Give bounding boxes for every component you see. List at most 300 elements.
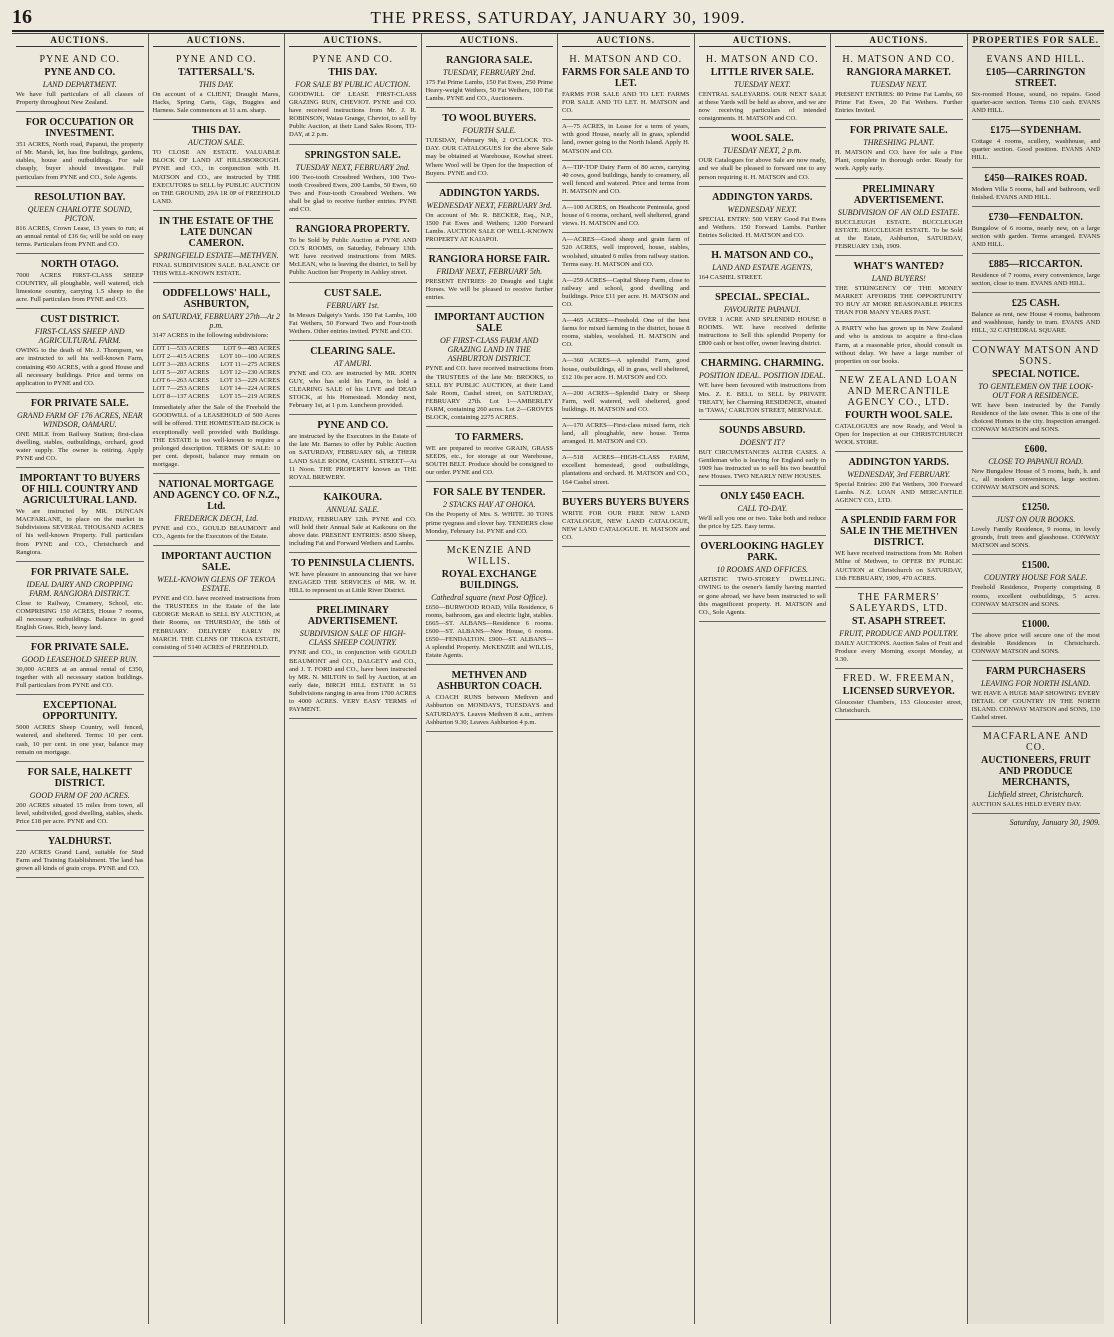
ad-heading: PRELIMINARY ADVERTISEMENT. [307, 605, 398, 628]
column-3 [285, 34, 422, 1324]
ad-body-text: 100 Two-tooth Crossbred Wethers, 100 Two-tooth Crossbred Ewes, 200 Lambs, 50 Ewes, 60 Two and Four-tooth Crossbred Wethers. We shall be glad to receive further entries. PYNE and CO. [289, 173, 417, 213]
advertisement [699, 420, 827, 486]
ad-body-text: PYNE and CO. have received instructions from the TRUSTEES of the late Mr. BROOKS, to SELL BY PUBLIC AUCTION, at their Land Sale Room, Cashel street, on SATURDAY, FEBRUARY 27th. Lot 1—AMBERLEY FARM, containing 260 acres. Lot 2—GROVES BLOCK, containing 2275 ACRES. [425, 365, 553, 421]
ad-body-text: 7000 ACRES FIRST-CLASS SHEEP COUNTRY, all ploughable, well watered, rich limestone country, carrying 1.5 sheep to the acre. Full particulars from PYNE and CO. [16, 271, 144, 304]
advertisement [835, 669, 963, 720]
advertisement [699, 486, 827, 536]
ad-body-text: A PARTY who has grown up in New Zealand and who is anxious to acquire a first-class Farm, at a reasonable price, should consult us without delay. We have a large number of properties on our books. [835, 325, 963, 365]
ad-body-text: THE STRINGENCY OF THE MONEY MARKET AFFORDS THE OPPORTUNITY TO BUY AT MORE REASONABLE PRICES THAN FOR MANY YEARS PAST. [835, 284, 963, 317]
advertisement [16, 831, 144, 878]
column-4 [422, 34, 559, 1324]
advertisement [289, 283, 417, 341]
ad-heading: FOR SALE BY TENDER. [433, 487, 546, 499]
lot-row [153, 353, 281, 361]
column-6 [695, 34, 832, 1324]
advertisement [153, 211, 281, 283]
advertisement [16, 637, 144, 695]
advertiser-name: FRED. W. FREEMAN, [843, 673, 955, 684]
ad-body-text: Immediately after the Sale of the Freehold the GOODWILL of a LEASEHOLD of 500 Acres will be offered. THE HOMESTEAD BLOCK is exceptionally well provided with Buildings. THE ESTATE is too well-known to require a prolonged description. TERMS OF SALE: 10 per cent. deposit, balance may remain on mortgage. [152, 404, 280, 468]
advertisement [289, 600, 417, 719]
ad-heading: IMPORTANT TO BUYERS OF HILL COUNTRY AND AGRICULTURAL LAND. [19, 473, 141, 507]
ad-subheading: TUESDAY NEXT, 2 p.m. [722, 146, 802, 156]
advertisement [699, 536, 827, 621]
ad-subheading: THIS DAY. [198, 80, 234, 89]
advertiser-name: EVANS AND HILL. [986, 54, 1085, 65]
ad-body-text: CENTRAL SALEYARDS. OUR NEXT SALE at these Yards will be held as above, and we are now receiving particulars of intended consignments. H. MATSON and CO. [698, 91, 826, 123]
column-grid [12, 33, 1104, 1324]
ad-heading: FOR OCCUPATION OR INVESTMENT. [25, 117, 134, 140]
advertisement [972, 207, 1101, 254]
advertisement [972, 254, 1101, 293]
ad-body-text: Residence of 7 rooms, every convenience, large section, close to tram. EVANS AND HILL. [971, 272, 1100, 288]
ad-heading: WHAT'S WANTED? [853, 260, 944, 272]
ad-body-text: 5000 ACRES Sheep Country, well fenced, watered, and sheltered. Terms: 10 per cent. cash, 10 per cent. in one year, balance may remain on mortgage. [16, 724, 144, 756]
ad-body-text: We have full particulars of all classes of Property throughout New Zealand. [16, 91, 144, 107]
ad-subheading: FREDERICK DECH, Ltd. [174, 513, 259, 523]
ad-body-text: OWING to the death of Mr. J. Thompson, we are instructed to sell his well-known Farm, containing 450 ACRES, with a good House and all necessary buildings. Price and terms on application to PYNE and CO. [16, 347, 144, 387]
ad-body-text: Six-roomed House, sound, no repairs. Good quarter-acre section. Terms £10 cash. EVANS AND HILL. [971, 91, 1100, 115]
advertisement [289, 50, 417, 145]
ad-subheading: SPRINGFIELD ESTATE—METHVEN. [153, 250, 279, 260]
ad-heading: £25 CASH. [1011, 298, 1060, 310]
ad-body-text: TO CLOSE AN ESTATE. VALUABLE BLOCK OF LAND AT HILLSBOROUGH. PYNE and CO., in conjunction with H. MATSON and CO., are instructed by THE EXECUTORS to SELL by PUBLIC AUCTION on THE GROUND, 29A 1R 0P of FREEHOLD LAND. [152, 149, 280, 205]
advertisement [426, 249, 554, 307]
advertisement [426, 108, 554, 182]
ad-body-text: A—259 ACRES—Capital Sheep Farm, close to railway and school, good dwelling and buildings. Price £11 per acre. H. MATSON and CO. [562, 276, 690, 308]
lot-cell: LOT 8—137 ACRES [152, 393, 210, 401]
ad-heading: TO FARMERS. [455, 432, 524, 444]
lot-cell: LOT 9—483 ACRES [223, 345, 280, 353]
advertisement [972, 727, 1101, 814]
lot-row [153, 361, 281, 369]
ad-body-text: CATALOGUES are now Ready, and Wool is Open for Inspection at our CHRISTCHURCH WOOL STORE. [835, 422, 963, 446]
ad-subheading: Cathedral square (next Post Office). [431, 592, 548, 602]
advertisement [289, 341, 417, 415]
advertisement [699, 353, 827, 419]
advertiser-name: PYNE AND CO. [39, 54, 121, 65]
ad-body-text: A—ACRES—Good sheep and grain farm of 520 ACRES, well improved, house, stables, woolshed, situated 6 miles from railway station. Terms easy. H. MATSON and CO. [562, 236, 690, 268]
ad-heading: PYNE AND CO. [44, 67, 116, 78]
ad-heading: PYNE AND CO. [317, 420, 389, 432]
advertiser-name: MACFARLANE AND CO. [982, 731, 1089, 754]
ad-heading: £450—RAIKES ROAD. [984, 172, 1088, 184]
ad-heading: FOR PRIVATE SALE. [849, 125, 948, 137]
dateline: Saturday, January 30, 1909. [1009, 818, 1100, 828]
ad-body-text: PRESENT ENTRIES: 20 Draught and Light Horses. We will be pleased to receive further entries. [425, 278, 553, 302]
advertisement [16, 50, 144, 112]
lot-cell: LOT 1—533 ACRES [152, 345, 210, 353]
advertiser-name: PYNE AND CO. [175, 54, 257, 65]
ad-heading: PRELIMINARY ADVERTISEMENT. [853, 183, 944, 206]
ad-subheading: FRUIT, PRODUCE AND POULTRY. [839, 628, 959, 638]
advertiser-name: McKENZIE AND WILLIS. [446, 544, 532, 567]
ad-subheading: FEBRUARY 1st. [326, 300, 380, 310]
ad-heading: FOR PRIVATE SALE. [30, 642, 129, 654]
ad-subheading: WEDNESDAY NEXT, FEBRUARY 3rd. [426, 200, 552, 210]
column-1 [12, 34, 149, 1324]
newspaper-title: THE PRESS, SATURDAY, JANUARY 30, 1909. [370, 8, 746, 27]
advertisement [699, 187, 827, 245]
advertisement [562, 354, 690, 386]
advertisement [562, 274, 690, 314]
ad-subheading: TO GENTLEMEN ON THE LOOK-OUT FOR A RESIDENCE. [978, 381, 1094, 400]
ad-heading: IMPORTANT AUCTION SALE [434, 312, 545, 335]
ad-subheading: JUST ON OUR BOOKS. [996, 515, 1076, 525]
ad-body-text: FRIDAY, FEBRUARY 12th. PYNE and CO. will hold their Annual Sale at Kaikoura on the above date. PRESENT ENTRIES: 8500 Sheep, including Fat and Forward Wethers and Lambs. [289, 515, 417, 548]
advertisement [972, 497, 1101, 555]
ad-body-text: FINAL SUBDIVISION SALE. BALANCE OF THIS WELL-KNOWN ESTATE. [152, 261, 280, 278]
ad-heading: SOUNDS ABSURD. [719, 424, 806, 436]
ad-heading: TO PENINSULA CLIENTS. [291, 558, 415, 570]
advertisement [699, 245, 827, 287]
ad-heading: CUST SALE. [323, 287, 382, 299]
advertisement [835, 371, 963, 452]
advertisement [699, 287, 827, 353]
ad-body-text: PYNE and CO., GOULD BEAUMONT and CO., Agents for the Executors of the Estate. [152, 524, 280, 541]
column-2 [149, 34, 286, 1324]
advertisement [562, 419, 690, 451]
ad-heading: NATIONAL MORTGAGE AND AGENCY CO. OF N.Z., Ltd. [153, 478, 280, 512]
advertisement [426, 183, 554, 249]
ad-heading: CLEARING SALE. [310, 345, 396, 357]
advertisement [562, 201, 690, 233]
advertisement [972, 120, 1101, 167]
advertisement [835, 322, 963, 370]
ad-heading: LICENSED SURVEYOR. [842, 686, 955, 697]
ad-heading: CUST DISTRICT. [40, 314, 120, 326]
ad-body-text: We are instructed by MR. DUNCAN MACFARLANE, to place on the market in Subdivisions SEVERAL THOUSAND ACRES of his well-known Property. Full particulars from PYNE and CO., Christchurch and Rangiora. [16, 508, 144, 556]
advertisement [16, 187, 144, 254]
ad-heading: A SPLENDID FARM FOR SALE IN THE METHVEN DISTRICT. [840, 515, 958, 549]
lot-row [153, 369, 281, 377]
ad-subheading: FRIDAY NEXT, FEBRUARY 5th. [436, 267, 543, 277]
advertisement [16, 309, 144, 392]
ad-body-text: WE have been instructed by the Family Residence of the late owner. This is one of the choicest Homes in the city. Inspection arranged. CONWAY MATSON and SONS. [971, 401, 1100, 433]
advertisement [426, 541, 554, 666]
ad-subheading: THRESHING PLANT. [863, 138, 935, 148]
column-heading: AUCTIONS. [16, 34, 144, 47]
ad-subheading: GOOD FARM OF 200 ACRES. [29, 790, 130, 800]
ad-body-text: On account of a CLIENT, Draught Mares, Hacks, Spring Carts, Gigs, Buggies and Harness. Sale commences at 11 a.m. sharp. [152, 91, 280, 115]
advertisement [699, 50, 827, 128]
ad-subheading: SUBDIVISION SALE OF HIGH-CLASS SHEEP COUNTRY. [299, 629, 406, 648]
ad-subheading: LAND AND ESTATE AGENTS, [712, 262, 813, 272]
ad-heading: TATTERSALL'S. [177, 67, 255, 78]
ad-subheading: OF FIRST-CLASS FARM AND GRAZING LAND IN THE ASHBURTON DISTRICT. [440, 336, 539, 364]
ad-heading: THIS DAY. [191, 125, 241, 137]
advertisement [835, 120, 963, 178]
ad-heading: ADDINGTON YARDS. [439, 187, 540, 199]
column-7 [831, 34, 968, 1324]
advertiser-name: H. MATSON AND CO. [842, 54, 956, 65]
ad-body-text: OUR Catalogues for above Sale are now ready, and we shall be pleased to forward one to any person requiring it. H. MATSON and CO. [698, 157, 826, 181]
column-heading: AUCTIONS. [835, 34, 963, 47]
ad-subheading: TUESDAY NEXT, FEBRUARY 2nd. [295, 162, 410, 172]
advertisement [972, 614, 1101, 661]
ad-body-text: A—465 ACRES—Freehold. One of the best farms for mixed farming in the district, house 8 rooms, stables, woolshed. H. MATSON and CO. [562, 317, 690, 349]
ad-heading: ODDFELLOWS' HALL, ASHBURTON, [162, 288, 271, 311]
advertisement [289, 415, 417, 487]
column-heading: AUCTIONS. [153, 34, 281, 47]
page-number: 16 [12, 6, 32, 28]
ad-subheading: DOESN'T IT? [739, 437, 785, 447]
ad-subheading: WEDNESDAY, 3rd FEBRUARY. [847, 470, 951, 480]
advertisement [16, 393, 144, 468]
ad-heading: EXCEPTIONAL OPPORTUNITY. [42, 700, 118, 723]
ad-body-text: DAILY AUCTIONS. Auction Sales of Fruit and Produce every Morning except Monday, at 9.30. [835, 639, 963, 663]
ad-body-text: WE are prepared to receive GRAIN, GRASS SEEDS, etc., for storage at our Warehouse, SOUTH BELT. Produce should be consigned to our order. PYNE and CO. [425, 445, 553, 477]
advertisement [835, 452, 963, 510]
ad-heading: £1500. [1022, 560, 1050, 572]
ad-heading: £885—RICCARTON. [988, 259, 1083, 271]
ad-body-text: 164 CASHEL STREET. [698, 273, 763, 281]
ad-subheading: LEAVING FOR NORTH ISLAND. [981, 679, 1091, 688]
ad-body-text: Modern Villa 5 rooms, hall and bathroom, well finished. EVANS AND HILL. [971, 185, 1100, 201]
ad-body-text: Gloucester Chambers, 153 Gloucester street, Christchurch. [835, 699, 963, 715]
ad-body-text: A—200 ACRES—Splendid Dairy or Sheep Farm, well watered, well sheltered, good buildings. H. MATSON and CO. [562, 389, 690, 413]
ad-subheading: CLOSE TO PAPANUI ROAD. [988, 456, 1084, 466]
ad-heading: ROYAL EXCHANGE BUILDINGS. [441, 568, 537, 591]
ad-heading: CHARMING. CHARMING. [700, 358, 824, 370]
advertisement [972, 293, 1101, 340]
ad-body-text: BUCCLEUGH ESTATE. BUCCLEUGH ESTATE. BUCCLEUGH ESTATE. To be Sold at the Estate, Ashburton, SATURDAY, FEBRUARY 13th, 1909. [835, 218, 963, 250]
ad-body-text: 351 ACRES, North road, Papanui, the property of Mr. Marsh, let, has fine buildings, gardens, stables, house and outbuildings. For sale cheaply, buyer should investigate. Full particulars from PYNE and CO., Sole Agents. [16, 141, 144, 181]
ad-heading: OVERLOOKING HAGLEY PARK. [700, 541, 825, 564]
advertisement [972, 661, 1101, 727]
advertisement [426, 307, 554, 427]
advertiser-name: H. MATSON AND CO. [705, 54, 819, 65]
ad-body-text: Close to Railway, Creamery, School, etc. COMPRISING 150 ACRES, House 7 rooms, all necessary outbuildings. Balance in good English Grass. Rich, heavy land. [16, 599, 144, 631]
ad-heading: SPECIAL. SPECIAL. [715, 292, 810, 304]
advertisement [16, 762, 144, 831]
advertisement [562, 120, 690, 160]
ad-heading: FOR PRIVATE SALE. [30, 397, 129, 409]
advertisement [426, 665, 554, 731]
ad-subheading: FOURTH SALE. [462, 126, 517, 136]
ad-heading: NORTH OTAGO. [40, 258, 119, 270]
ad-body-text: OVER 1 ACRE AND SPLENDID HOUSE 8 ROOMS. WE have received definite instructions to Sell this splendid Property for £800 cash or best offer, owner leaving district. [698, 316, 826, 348]
ad-heading: FOURTH WOOL SALE. [844, 409, 953, 421]
advertisement [835, 510, 963, 587]
advertisement [16, 468, 144, 562]
column-heading: AUCTIONS. [289, 34, 417, 47]
lot-cell: LOT 3—283 ACRES [152, 361, 210, 369]
ad-heading: LITTLE RIVER SALE. [710, 67, 814, 78]
column-heading: AUCTIONS. [426, 34, 554, 47]
advertisement [562, 233, 690, 273]
ad-heading: ONLY £450 EACH. [720, 491, 805, 503]
ad-subheading: FAVOURITE PAPANUI. [723, 305, 801, 315]
advertisement [562, 387, 690, 419]
lot-cell: LOT 2—415 ACRES [152, 353, 210, 361]
ad-body-text: Freehold Residence, Property comprising 8 rooms, excellent outbuildings, 5 acres. CONWAY MATSON and SONS. [971, 584, 1100, 608]
ad-subheading: 10 ROOMS AND OFFICES. [716, 565, 808, 575]
ad-heading: ADDINGTON YARDS. [712, 191, 813, 203]
ad-subheading: TUESDAY NEXT. [870, 80, 928, 89]
ad-body-text: 200 ACRES situated 15 miles from town, all level, subdivided, good dwelling, stables, sheds. Price £18 per acre. PYNE and CO. [16, 801, 144, 825]
advertisement [972, 439, 1101, 497]
lot-cell: LOT 11—275 ACRES [220, 361, 280, 369]
ad-body-text: 220 ACRES Grand Land, suitable for Stud Farm and Training Establishment. The land has grown all kinds of grain crops. PYNE and CO. [16, 849, 144, 873]
advertisement [562, 314, 690, 354]
ad-heading: £105—CARRINGTON STREET. [986, 67, 1086, 89]
ad-body-text: PYNE and CO., in conjunction with GOULD BEAUMONT and CO., DALGETY and CO., and J. T. FORD and CO., have been instructed by MR. N. MILTON to Sell by Auction, at an early date, BIRCH HILL ESTATE in 51 Subdivisions ranging in area from 1700 ACRES to 4000 ACRES. VERY EASY TERMS of PAYMENT. [289, 649, 417, 714]
ad-body-text: New Bungalow House of 5 rooms, bath, h. and c., all modern conveniences, large section. CONWAY MATSON and SONS. [971, 467, 1100, 492]
ad-body-text: A—75 ACRES, in Lease for a term of years, with good House, nearly all in grass, splendid land, owner going to the North Island. Apply H. MATSON and CO. [562, 123, 690, 155]
advertiser-name: CONWAY MATSON AND SONS. [972, 344, 1100, 367]
ad-heading: TO WOOL BUYERS. [442, 113, 537, 125]
ad-body-text: 175 Fat Prime Lambs, 150 Fat Ewes, 250 Prime Heavy-weight Wethers, 50 Fat Wethers, 100 Fat Lambs. PYNE and CO., Auctioneers. [425, 79, 553, 103]
ad-heading: FARM PURCHASERS [985, 666, 1086, 677]
ad-heading: RANGIORA HORSE FAIR. [428, 254, 550, 266]
lot-row [153, 393, 281, 401]
ad-subheading: GRAND FARM OF 176 ACRES, NEAR WINDSOR, OAMARU. [17, 410, 143, 429]
ad-body-text: WE have been favoured with instructions from Mrs. Z. E. BELL to SELL by PRIVATE TREATY, her Charming RESIDENCE, situated in 'TAWA,' CARLTON STREET, MERIVALE. [698, 382, 826, 414]
advertisement [289, 145, 417, 219]
ad-body-text: A—TIP-TOP Dairy Farm of 80 acres, carrying 40 cows, good buildings, handy to creamery, all well fenced and watered. Price and terms from H. MATSON and CO. [562, 163, 690, 195]
ad-body-text: A—100 ACRES, on Heathcote Peninsula, good house of 6 rooms, orchard, well sheltered, grand views. H. MATSON and CO. [562, 204, 690, 228]
lot-cell: LOT 7—253 ACRES [152, 385, 210, 393]
ad-subheading: POSITION IDEAL. POSITION IDEAL. [699, 371, 826, 381]
ad-body-text: 3147 ACRES in the following subdivisions: [152, 332, 269, 340]
ad-body-text: WE HAVE A HUGE MAP SHOWING EVERY DETAIL OF COUNTRY IN THE NORTH ISLAND. CONWAY MATSON and SONS, 130 Cashel street. [971, 690, 1100, 722]
ad-heading: WOOL SALE. [730, 133, 794, 145]
advertisement [562, 50, 690, 120]
ad-heading: ADDINGTON YARDS. [848, 457, 949, 469]
advertisement [835, 256, 963, 322]
lot-row [153, 385, 281, 393]
ad-subheading: IDEAL DAIRY AND CROPPING FARM. RANGIORA DISTRICT. [26, 579, 133, 598]
ad-heading: RANGIORA MARKET. [846, 67, 951, 78]
ad-subheading: LAND DEPARTMENT. [42, 80, 117, 89]
advertisement [16, 112, 144, 186]
ad-body-text: Balance as rent, new House 4 rooms, bathroom and washhouse, handy to tram. EVANS AND HILL, 32 CATHEDRAL SQUARE. [971, 311, 1100, 335]
ad-heading: RANGIORA PROPERTY. [295, 224, 410, 236]
ad-subheading: GOOD LEASEHOLD SHEEP RUN. [21, 655, 138, 665]
ad-subheading: WELL-KNOWN GLENS OF TEKOA ESTATE. [157, 575, 276, 594]
advertisement [289, 553, 417, 600]
advertisement [426, 427, 554, 482]
ad-body-text: 30,000 ACRES at an annual rental of £350, together with all necessary station buildings. Full particulars from PYNE and CO. [16, 666, 144, 690]
ad-body-text: A—518 ACRES—HIGH-CLASS FARM, excellent homestead, good outbuildings, plantations and orchard. H. MATSON and CO., 164 Cashel street. [562, 454, 690, 486]
advertisement [562, 161, 690, 201]
ad-subheading: SUBDIVISION OF AN OLD ESTATE. [837, 207, 960, 217]
ad-heading: YALDHURST. [47, 836, 112, 848]
advertisement [972, 168, 1101, 207]
ad-body-text: Lovely Family Residence, 9 rooms, in lovely grounds, fruit trees and glasshouse. CONWAY MATSON and SONS. [971, 526, 1100, 550]
ad-subheading: FIRST-CLASS SHEEP AND AGRICULTURAL FARM. [34, 327, 125, 346]
ad-subheading: TUESDAY, FEBRUARY 2nd. [443, 68, 536, 77]
lot-cell: LOT 14—224 ACRES [220, 385, 280, 393]
ad-heading: FARMS FOR SALE AND TO LET. [562, 67, 690, 89]
lot-cell: LOT 12—230 ACRES [220, 369, 280, 377]
ad-heading: RESOLUTION BAY. [34, 191, 126, 203]
advertisement [562, 492, 690, 547]
ad-body-text: BUT CIRCUMSTANCES ALTER CASES. A Gentleman who is leaving for England early in 1909 has instructed us to sell his two beautiful new Houses. TWO NEARLY NEW HOUSES. [698, 448, 826, 481]
ad-subheading: AT AMURI. [333, 358, 372, 368]
advertisement [153, 401, 281, 474]
ad-heading: £730—FENDALTON. [988, 211, 1083, 223]
column-heading: AUCTIONS. [699, 34, 827, 47]
ad-heading: ST. ASAPH STREET. [851, 615, 946, 627]
ad-heading: SPRINGSTON SALE. [304, 149, 401, 161]
ad-body-text: PYNE and CO. have received instructions from the TRUSTEES in the Estate of the late GEORGE McRAE to SELL BY AUCTION, at their Rooms, on THURSDAY, the 18th of FEBRUARY. DELIVERY EARLY IN MARCH. THE CLENS OF TEKOA ESTATE, consisting of 5140 ACRES of FREEHOLD. [152, 595, 280, 651]
ad-heading: THIS DAY. [328, 67, 378, 78]
ad-body-text: Special Entries: 200 Fat Wethers, 300 Forward Lambs. N.Z. LOAN AND MERCANTILE AGENCY CO., LTD. [835, 481, 963, 505]
ad-heading: H. MATSON AND CO., [711, 249, 814, 261]
advertisement [426, 482, 554, 540]
ad-body-text: The above price will secure one of the most desirable Residences in Christchurch. CONWAY MATSON and SONS. [971, 631, 1100, 655]
advertisement [562, 451, 690, 491]
ad-body-text: AUCTION SALES HELD EVERY DAY. [971, 801, 1082, 809]
advertisement [289, 219, 417, 282]
ad-heading: FOR PRIVATE SALE. [30, 566, 129, 578]
column-heading: PROPERTIES FOR SALE. [972, 35, 1099, 45]
advertisement [153, 474, 281, 546]
advertisement [16, 562, 144, 637]
ad-subheading: FOR SALE BY PUBLIC AUCTION. [295, 80, 411, 89]
ad-body-text: On the Property of Mrs. S. WHITE. 30 TONS prime ryegrass and clover hay. TENDERS close Monday, February 1st. PYNE and CO. [425, 511, 553, 535]
ad-body-text: ONE MILE from Railway Station; first-class dwelling, stables, outbuildings, orchard, good water supply. The owner is retiring. Apply PYNE and CO. [16, 430, 144, 463]
ad-subheading: 2 STACKS HAY AT OHOKA. [443, 500, 536, 510]
ad-body-text: FARMS FOR SALE AND TO LET. FARMS FOR SALE AND TO LET. H. MATSON and CO. [562, 91, 690, 115]
advertisement [153, 120, 281, 211]
ad-body-text: PRESENT ENTRIES: 80 Prime Fat Lambs, 60 Prime Fat Ewes, 20 Fat Wethers. Further Entries Invited. [835, 91, 963, 115]
ad-subheading: TUESDAY NEXT. [733, 80, 791, 89]
ad-body-text: WE have pleasure in announcing that we have ENGAGED THE SERVICES of MR. W. H. HILL to represent us at Little River District. [289, 571, 417, 595]
advertisement [16, 254, 144, 309]
advertisement [835, 588, 963, 669]
ad-subheading: Lichfield street, Christchurch. [987, 790, 1084, 800]
ad-subheading: ANNUAL SALE. [326, 504, 380, 514]
ad-heading: £600. [1024, 443, 1047, 455]
column-8 [968, 34, 1105, 1324]
ad-heading: RANGIORA SALE. [446, 55, 533, 66]
ad-heading: METHVEN AND ASHBURTON COACH. [436, 670, 542, 693]
advertisement [153, 283, 281, 345]
ad-body-text: £650—BURWOOD ROAD, Villa Residence, 6 rooms, bathroom, gas and electric light, stables. £665—ST. ALBANS—Residence 6 rooms. £600—ST. ALBANS—New House, 6 rooms. £650—FENDALTON. £900—ST. ALBANS—A splendid Property. McKENZIE and WILLIS, Estate Agents. [425, 603, 553, 660]
advertisement [972, 50, 1101, 120]
ad-body-text: are instructed by the Executors in the Estate of the late Mr. Barnes to offer by Public Auction on SATURDAY, FEBRUARY 6th, at THEIR LAND SALE ROOM, CASHEL STREET—At 11 Noon. THE PROPERTY known as THE ROYAL BREWERY. [289, 433, 417, 481]
ad-subheading: QUEEN CHARLOTTE SOUND, PICTON. [27, 204, 132, 223]
ad-heading: IN THE ESTATE OF THE LATE DUNCAN CAMERON. [159, 215, 274, 249]
ad-heading: £1250. [1022, 502, 1050, 514]
ad-heading: £1000. [1022, 618, 1050, 630]
advertiser-name: H. MATSON AND CO. [569, 54, 683, 65]
ad-subheading: COUNTRY HOUSE FOR SALE. [983, 573, 1088, 583]
ad-body-text: Cottage 4 rooms, scullery, washhouse, and quarter section. Good position. EVANS AND HILL. [971, 138, 1100, 162]
masthead [12, 6, 1104, 32]
advertisement [153, 546, 281, 657]
advertisement [153, 50, 281, 120]
lot-cell: LOT 15—219 ACRES [220, 393, 280, 401]
lot-cell: LOT 10—100 ACRES [220, 353, 280, 361]
ad-body-text: In Messrs Dalgety's Yards. 150 Fat Lambs, 100 Fat Wethers, 50 Forward Two and Four-tooth Wethers. Other entries invited. PYNE and CO. [289, 311, 417, 335]
ad-body-text: A—170 ACRES—First-class mixed farm, rich land, all ploughable, new house. Terms arranged. H. MATSON and CO. [562, 422, 690, 446]
advertisement [699, 128, 827, 186]
ad-body-text: We'll sell you one or two. Take both and reduce the price by £25. Easy terms. [698, 515, 826, 531]
ad-subheading: AUCTION SALE. [188, 138, 245, 148]
ad-heading: BUYERS BUYERS BUYERS [562, 496, 690, 508]
advertisement [289, 487, 417, 553]
advertisement [16, 695, 144, 761]
lot-cell: LOT 13—229 ACRES [220, 377, 280, 385]
ad-body-text: ARTISTIC TWO-STOREY DWELLING. OWING to the owner's family having married or gone abroad, we have been instructed to sell this magnificent property. H. MATSON and CO., Sole Agents. [698, 576, 826, 616]
ad-body-text: On account of Mr. R. BECKER, Esq., N.P., 1500 Fat Ewes and Wethers; 1200 Forward Lambs. AUCTION SALE OF WELL-KNOWN PROPERTY AT KAIAPOI. [425, 211, 553, 244]
ad-body-text: PYNE and CO. are instructed by MR. JOHN GUY, who has sold his Farm, to hold a CLEARING SALE of his LIVE and DEAD STOCK, at his Homestead. Monday next, February 1st, at 1 p.m. Luncheon provided. [289, 369, 417, 410]
ad-subheading: LAND BUYERS! [871, 273, 926, 283]
ad-heading: FOR SALE, HALKETT DISTRICT. [27, 766, 132, 789]
